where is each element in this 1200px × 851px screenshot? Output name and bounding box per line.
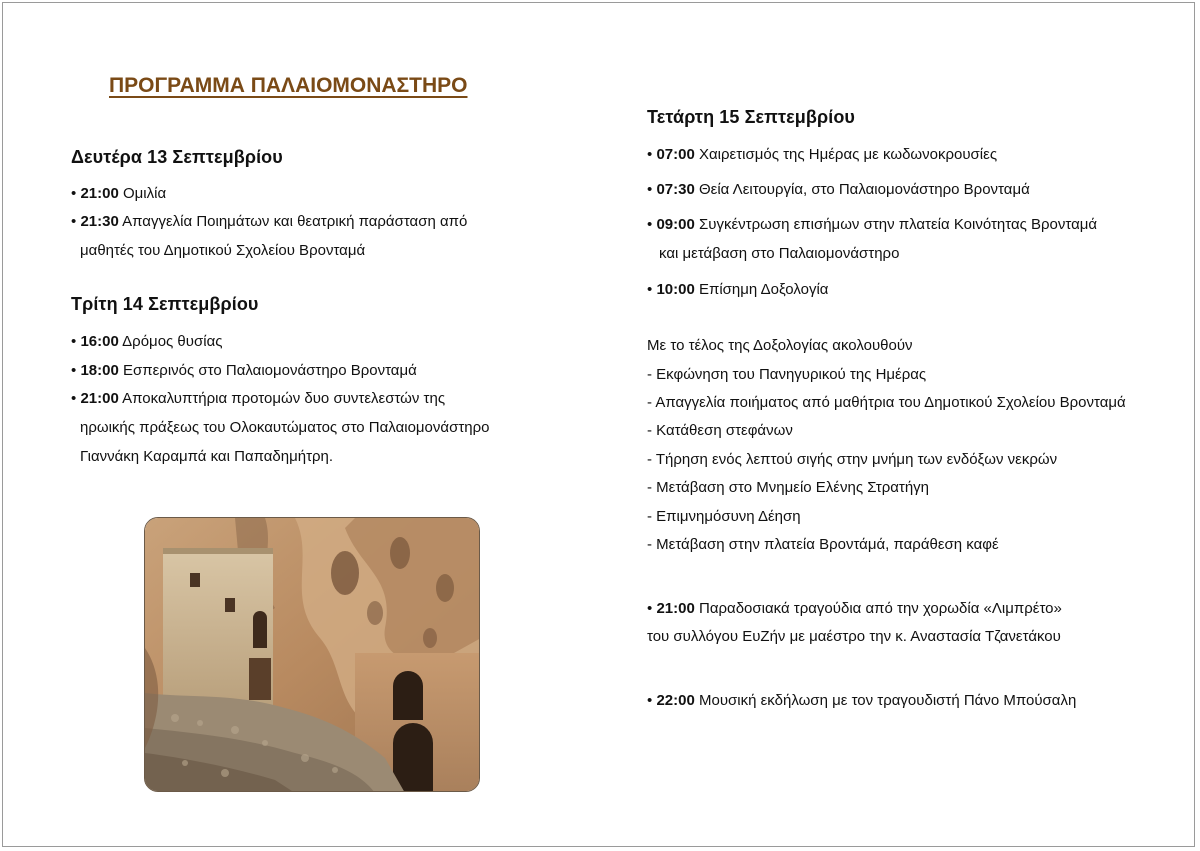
item-time: 18:00	[80, 362, 119, 379]
item-text: Θεία Λειτουργία, στο Παλαιομονάστηρο Βρονταμά	[698, 181, 1030, 198]
monastery-photo	[144, 517, 480, 792]
item-time: 16:00	[80, 333, 119, 350]
item-text: Δρόμος θυσίας	[122, 333, 223, 350]
list-item	[71, 213, 467, 230]
list-item	[647, 281, 828, 298]
item-time: 21:30	[80, 213, 119, 230]
item-time: 09:00	[656, 216, 695, 233]
following-item: - Εκφώνηση του Πανηγυρικού της Ημέρας	[647, 366, 927, 383]
bullet: •	[647, 146, 653, 163]
item-text: Απαγγελία Ποιημάτων και θεατρική παράσταση από	[122, 213, 468, 230]
item-text: Συγκέντρωση επισήμων στην πλατεία Κοινότητας Βρονταμά	[698, 216, 1098, 233]
bullet: •	[647, 692, 653, 709]
item-text: Παραδοσιακά τραγούδια από την χορωδία «Λιμπρέτο»	[698, 600, 1062, 617]
item-continuation: Γιαννάκη Καραμπά και Παπαδημήτρη.	[80, 448, 334, 465]
following-item: - Κατάθεση στεφάνων	[647, 422, 793, 439]
item-continuation: ηρωικής πράξεως του Ολοκαυτώματος στο Παλαιομονάστηρο	[80, 419, 490, 436]
monday-heading: Δευτέρα 13 Σεπτεμβρίου	[71, 147, 283, 167]
item-continuation: του συλλόγου ΕυΖήν με μαέστρο την κ. Αναστασία Τζανετάκου	[647, 628, 1061, 645]
bullet: •	[71, 333, 77, 350]
following-item: - Μετάβαση στο Μνημείο Ελένης Στρατήγη	[647, 479, 930, 496]
bullet: •	[71, 362, 77, 379]
item-text: Χαιρετισμός της Ημέρας με κωδωνοκρουσίες	[698, 146, 998, 163]
item-time: 07:30	[656, 181, 695, 198]
bullet: •	[647, 216, 653, 233]
item-text: Αποκαλυπτήρια προτομών δυο συντελεστών της	[122, 390, 446, 407]
bullet: •	[647, 181, 653, 198]
item-text: Εσπερινός στο Παλαιομονάστηρο Βρονταμά	[122, 362, 417, 379]
list-item	[71, 390, 445, 407]
bullet: •	[71, 185, 77, 202]
item-text: Ομιλία	[122, 185, 167, 202]
item-continuation: μαθητές του Δημοτικού Σχολείου Βρονταμά	[80, 242, 366, 259]
tuesday-heading: Τρίτη 14 Σεπτεμβρίου	[71, 294, 259, 314]
item-time: 07:00	[656, 146, 695, 163]
list-item	[647, 181, 1030, 198]
item-time: 21:00	[656, 600, 695, 617]
list-item	[71, 185, 166, 202]
bullet: •	[647, 281, 653, 298]
bullet: •	[647, 600, 653, 617]
following-item: - Απαγγελία ποιήματος από μαθήτρια του Δημοτικού Σχολείου Βρονταμά	[647, 394, 1126, 411]
following-item: - Επιμνημόσυνη Δέηση	[647, 508, 801, 525]
bullet: •	[71, 390, 77, 407]
item-time: 22:00	[656, 692, 695, 709]
item-continuation: και μετάβαση στο Παλαιομονάστηρο	[659, 245, 900, 262]
item-time: 10:00	[656, 281, 695, 298]
following-item: - Τήρηση ενός λεπτού σιγής στην μνήμη των ενδόξων νεκρών	[647, 451, 1058, 468]
list-item	[71, 362, 417, 379]
following-item: - Μετάβαση στην πλατεία Βροντάμά, παράθεση καφέ	[647, 536, 999, 553]
item-text: Μουσική εκδήλωση με τον τραγουδιστή Πάνο Μπούσαλη	[698, 692, 1077, 709]
list-item	[647, 600, 1062, 617]
following-intro: Με το τέλος της Δοξολογίας ακολουθούν	[647, 337, 913, 354]
list-item	[71, 333, 222, 350]
wednesday-heading: Τετάρτη 15 Σεπτεμβρίου	[647, 107, 855, 127]
item-time: 21:00	[80, 390, 119, 407]
list-item	[647, 692, 1076, 709]
list-item	[647, 216, 1097, 233]
item-time: 21:00	[80, 185, 119, 202]
bullet: •	[71, 213, 77, 230]
item-text: Επίσημη Δοξολογία	[698, 281, 829, 298]
program-title: ΠΡΟΓΡΑΜΜΑ ΠΑΛΑΙΟΜΟΝΑΣΤΗΡΟ	[109, 74, 468, 97]
list-item	[647, 146, 997, 163]
